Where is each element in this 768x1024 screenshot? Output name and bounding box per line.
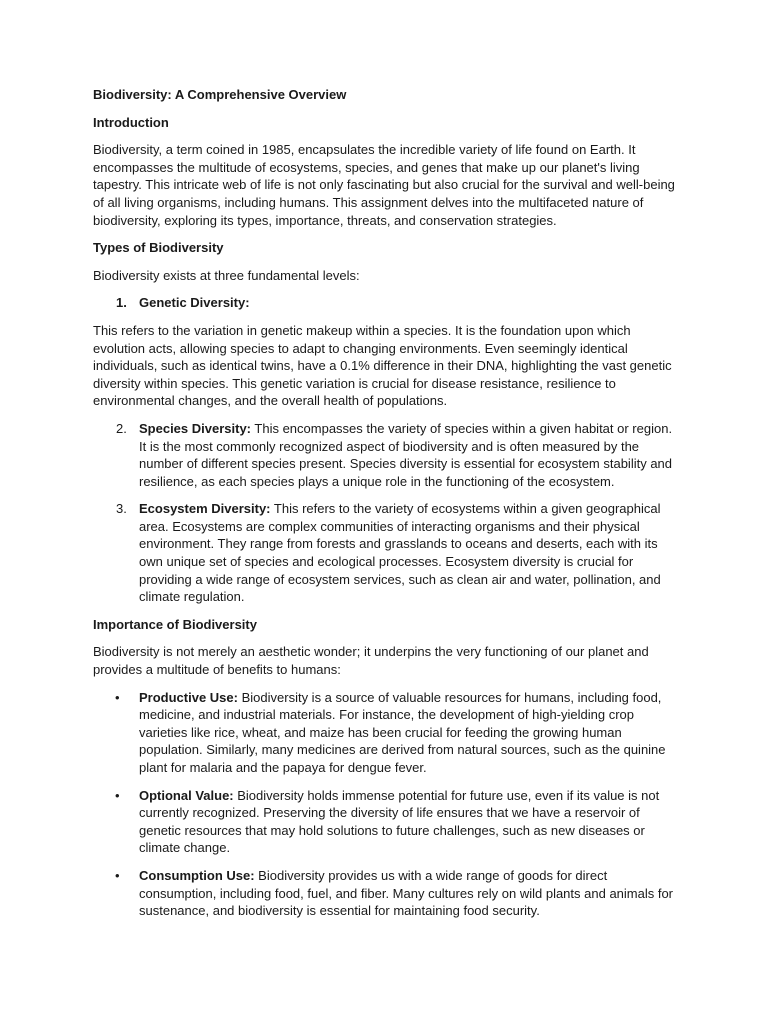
list-number: 2.: [116, 420, 127, 436]
list-item-species-diversity: [93, 420, 675, 490]
importance-heading: Importance of Biodiversity: [93, 616, 257, 632]
genetic-diversity-title: Genetic Diversity:: [139, 295, 250, 311]
bullet-icon: •: [115, 787, 120, 803]
list-number: 3.: [116, 501, 127, 517]
ecosystem-diversity-title: Ecosystem Diversity:: [139, 501, 271, 517]
ecosystem-diversity-text: This refers to the variety of ecosystems within a given geographical area. Ecosystems are complex communities of interacting organisms and their physical environment. They range from forests and grasslands to oceans and deserts, each with its own unique set of species and ecological processes. Ecosystem diversity is crucial for providing a wide range of ecosystem services, such as clean air and water, pollination, and climate regulation.: [139, 501, 661, 605]
optional-value-text: Biodiversity holds immense potential for future use, even if its value is not currently recognized. Preserving the diversity of life ensures that we have a reservoir of genetic resources that may hold solutions to future challenges, such as new diseases or climate change.: [139, 787, 660, 856]
bullet-icon: •: [115, 867, 120, 883]
introduction-paragraph: Biodiversity, a term coined in 1985, encapsulates the incredible variety of life found on Earth. It encompasses the multitude of ecosystems, species, and genes that make up our planet's living tapestry. This intricate web of life is not only fascinating but also crucial for the survival and well-being of all living organisms, including humans. This assignment delves into the multifaceted nature of biodiversity, exploring its types, importance, threats, and conservation strategies.: [93, 142, 675, 228]
consumption-use-text: Biodiversity provides us with a wide range of goods for direct consumption, including food, fuel, and fiber. Many cultures rely on wild plants and animals for sustenance, and biodiversity is essential for maintaining food security.: [139, 867, 674, 919]
importance-bullet-list: [93, 689, 675, 920]
productive-use-text: Biodiversity is a source of valuable resources for humans, including food, medicine, and industrial materials. For instance, the development of high-yielding crop varieties like rice, wheat, and maize has been crucial for feeding the growing human population. Similarly, many medicines are derived from natural sources, such as the quinine plant for malaria and the papaya for dengue fever.: [139, 689, 666, 775]
types-heading: Types of Biodiversity: [93, 240, 224, 256]
introduction-heading: Introduction: [93, 114, 169, 130]
types-list-rest: [93, 420, 675, 606]
document-title: Biodiversity: A Comprehensive Overview: [93, 87, 347, 102]
productive-use-title: Productive Use:: [139, 689, 238, 705]
list-item-optional-value: [93, 787, 675, 857]
bullet-icon: •: [115, 689, 120, 705]
list-number: 1.: [116, 295, 127, 311]
optional-value-title: Optional Value:: [139, 787, 234, 803]
consumption-use-title: Consumption Use:: [139, 867, 255, 883]
genetic-diversity-paragraph: This refers to the variation in genetic makeup within a species. It is the foundation upon which evolution acts, allowing species to adapt to changing environments. Even seemingly identical individuals, such as identical twins, have a 0.1% difference in their DNA, highlighting the vast genetic diversity within species. This genetic variation is crucial for disease resistance, resilience to environmental changes, and the overall health of populations.: [93, 322, 672, 409]
species-diversity-text: This encompasses the variety of species within a given habitat or region. It is the most commonly recognized aspect of biodiversity and is often measured by the number of different species present. Species diversity is essential for ecosystem stability and resilience, as each species plays a unique role in the functioning of the ecosystem.: [139, 420, 673, 489]
document-page: [93, 86, 675, 930]
list-item-genetic-diversity: [93, 294, 675, 312]
list-item-ecosystem-diversity: [93, 500, 675, 606]
list-item-productive-use: [93, 689, 675, 777]
types-intro-paragraph: Biodiversity exists at three fundamental levels:: [93, 267, 360, 283]
species-diversity-title: Species Diversity:: [139, 420, 252, 436]
importance-intro-paragraph: Biodiversity is not merely an aesthetic wonder; it underpins the very functioning of our planet and provides a multitude of benefits to humans:: [93, 644, 649, 678]
list-item-consumption-use: [93, 867, 675, 920]
types-list-genetic: [93, 294, 675, 312]
